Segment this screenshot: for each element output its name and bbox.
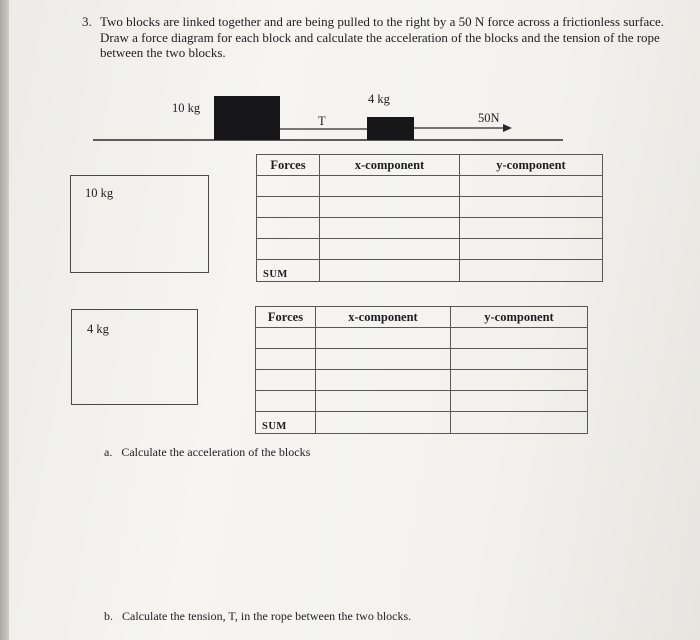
header-x-component: x-component <box>320 155 460 176</box>
header-y-component: y-component <box>460 155 603 176</box>
part-b <box>104 609 411 624</box>
table-cell[interactable] <box>320 218 460 239</box>
question-line-1: Two blocks are linked together and are being pulled to the right by a 50 N force across a frictionless surface. <box>100 14 665 29</box>
table-row <box>256 370 588 391</box>
table-cell[interactable] <box>316 370 451 391</box>
table-cell[interactable] <box>320 260 460 282</box>
table-cell[interactable] <box>316 349 451 370</box>
table-cell[interactable] <box>451 412 588 434</box>
question-line-2: Draw a force diagram for each block and calculate the acceleration of the blocks and the tension of the rope between the two blocks. <box>100 29 660 60</box>
sum-row <box>257 260 603 282</box>
box-4kg-label: 4 kg <box>87 322 109 336</box>
table-row <box>257 197 603 218</box>
force-table-4kg <box>255 306 588 434</box>
part-a <box>104 445 310 460</box>
table-cell[interactable] <box>460 176 603 197</box>
table-cell[interactable] <box>451 370 588 391</box>
table-row <box>256 328 588 349</box>
question-number: 3. <box>82 14 92 29</box>
part-b-letter: b. <box>104 609 113 623</box>
table-cell[interactable] <box>451 391 588 412</box>
force-label: 50N <box>478 111 500 125</box>
sum-label: SUM <box>256 412 316 434</box>
table-cell[interactable] <box>256 349 316 370</box>
table-row <box>257 239 603 260</box>
block-10kg-label: 10 kg <box>172 101 201 115</box>
table-cell[interactable] <box>320 176 460 197</box>
block-4kg <box>367 117 414 140</box>
table-cell[interactable] <box>257 197 320 218</box>
header-x-component: x-component <box>316 307 451 328</box>
part-a-letter: a. <box>104 445 113 459</box>
table-cell[interactable] <box>451 328 588 349</box>
table-cell[interactable] <box>460 197 603 218</box>
block-10kg <box>214 96 280 140</box>
sum-row <box>256 412 588 434</box>
header-forces: Forces <box>257 155 320 176</box>
table-row <box>256 349 588 370</box>
table-header-row <box>256 307 588 328</box>
table-cell[interactable] <box>316 328 451 349</box>
table-cell[interactable] <box>257 218 320 239</box>
force-table-10kg <box>256 154 603 282</box>
table-header-row <box>257 155 603 176</box>
force-arrow-head <box>503 124 512 132</box>
header-forces: Forces <box>256 307 316 328</box>
table-cell[interactable] <box>460 239 603 260</box>
table-cell[interactable] <box>451 349 588 370</box>
header-y-component: y-component <box>451 307 588 328</box>
block-4kg-label: 4 kg <box>368 92 390 106</box>
table-cell[interactable] <box>257 176 320 197</box>
part-b-text: Calculate the tension, T, in the rope between the two blocks. <box>122 609 412 623</box>
box-10kg-label: 10 kg <box>85 186 114 200</box>
sum-label: SUM <box>257 260 320 282</box>
table-cell[interactable] <box>320 197 460 218</box>
table-cell[interactable] <box>316 412 451 434</box>
tension-label: T <box>318 114 326 128</box>
part-a-text: Calculate the acceleration of the blocks <box>121 445 311 459</box>
table-cell[interactable] <box>257 239 320 260</box>
table-cell[interactable] <box>320 239 460 260</box>
table-cell[interactable] <box>316 391 451 412</box>
table-row <box>256 391 588 412</box>
table-cell[interactable] <box>256 370 316 391</box>
table-cell[interactable] <box>460 218 603 239</box>
table-cell[interactable] <box>256 391 316 412</box>
table-row <box>257 176 603 197</box>
table-row <box>257 218 603 239</box>
blocks-diagram <box>0 0 700 160</box>
table-cell[interactable] <box>256 328 316 349</box>
table-cell[interactable] <box>460 260 603 282</box>
